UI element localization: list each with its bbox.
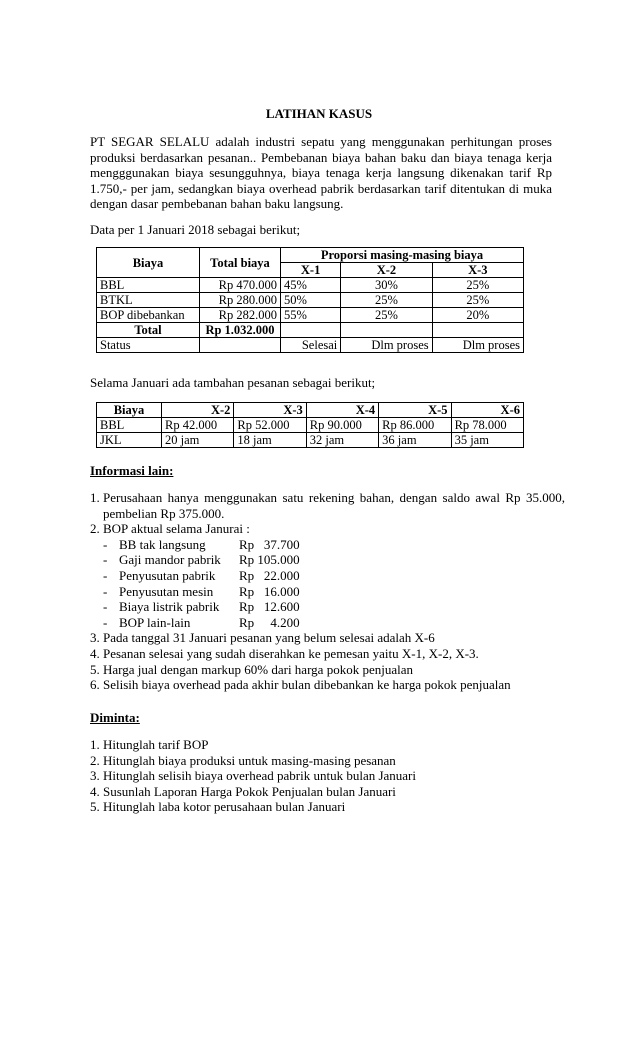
table-row (97, 278, 524, 293)
row-x1: 45% (281, 278, 341, 293)
cell: Rp 86.000 (379, 418, 451, 433)
list-item (103, 768, 565, 784)
initial-cost-table (96, 247, 524, 353)
list-item-text: Pada tanggal 31 Januari pesanan yang belum selesai adalah X-6 (103, 630, 435, 646)
bop-name: Biaya listrik pabrik (119, 599, 220, 615)
status-label: Status (97, 338, 200, 353)
header-x5: X-5 (379, 403, 451, 418)
cell: BBL (97, 418, 162, 433)
bop-name: BB tak langsung (119, 536, 206, 552)
cell: Rp 78.000 (451, 418, 523, 433)
info-list (90, 490, 565, 693)
row-total: Rp 470.000 (200, 278, 281, 293)
intro-paragraph: PT SEGAR SELALU adalah industri sepatu yang menggunakan perhitungan proses produksi berdasarkan pesanan.. Pembebanan biaya bahan baku dan biaya tenaga kerja mengggunakan biaya sesungguhnya, biaya tenaga kerja langsung dikenakan tarif Rp 1.750,- per jam, sedangkan biaya overhead pabrik berdasarkan tarif ditentukan di muka dengan dasar pembebanan bahan baku langsung. (90, 134, 552, 212)
bop-item (103, 584, 565, 600)
header-proporsi: Proporsi masing-masing biaya (281, 248, 524, 263)
cell: 18 jam (234, 433, 306, 448)
row-x2: 25% (341, 308, 432, 323)
bop-value: Rp 16.000 (239, 583, 300, 599)
data-intro-line: Data per 1 Januari 2018 sebagai berikut; (90, 222, 301, 237)
status-x1: Selesai (281, 338, 341, 353)
list-item (103, 677, 565, 693)
document-title: LATIHAN KASUS (265, 106, 373, 121)
total-value: Rp 1.032.000 (200, 323, 281, 338)
header-biaya: Biaya (97, 403, 162, 418)
total-label: Total (97, 323, 200, 338)
row-label: BBL (97, 278, 200, 293)
list-item (103, 737, 565, 753)
header-x4: X-4 (306, 403, 378, 418)
additional-orders-table (96, 402, 524, 448)
cell: JKL (97, 433, 162, 448)
table-row (97, 308, 524, 323)
info-heading: Informasi lain: (90, 463, 174, 478)
table-row (97, 433, 524, 448)
table-row (97, 418, 524, 433)
list-item (103, 521, 565, 630)
list-item (103, 799, 565, 815)
list-item (103, 646, 565, 662)
cell: 20 jam (162, 433, 234, 448)
list-item (103, 490, 565, 521)
bop-name: Gaji mandor pabrik (119, 552, 221, 568)
row-x2: 25% (341, 293, 432, 308)
dash: - (103, 567, 108, 583)
list-item-text: Hitunglah tarif BOP (103, 737, 209, 752)
cell: 32 jam (306, 433, 378, 448)
status-x2: Dlm proses (341, 338, 432, 353)
empty-cell (281, 323, 341, 338)
list-item (103, 753, 565, 769)
list-item-text: Pesanan selesai yang sudah diserahkan ke pemesan yaitu X-1, X-2, X-3. (103, 645, 479, 661)
list-item-text: Harga jual dengan markup 60% dari harga pokok penjualan (103, 661, 413, 677)
status-x3: Dlm proses (432, 338, 523, 353)
list-item-text: Hitunglah laba kotor perusahaan bulan Januari (103, 799, 346, 815)
total-row (97, 323, 524, 338)
bop-item (103, 552, 565, 568)
list-item-text: Susunlah Laporan Harga Pokok Penjualan bulan Januari (103, 783, 396, 799)
empty-cell (432, 323, 523, 338)
list-item-text: Hitunglah biaya produksi untuk masing-masing pesanan (103, 752, 396, 768)
row-x3: 25% (432, 293, 523, 308)
dash: - (103, 536, 108, 552)
diminta-list (90, 737, 565, 815)
bop-value: Rp 105.000 (239, 552, 300, 568)
row-label: BTKL (97, 293, 200, 308)
cell: Rp 90.000 (306, 418, 378, 433)
cell: Rp 52.000 (234, 418, 306, 433)
bop-item (103, 599, 565, 615)
diminta-heading: Diminta: (90, 710, 140, 725)
bop-item (103, 615, 565, 631)
header-x3: X-3 (234, 403, 306, 418)
bop-name: BOP lain-lain (119, 614, 191, 630)
header-total-biaya: Total biaya (200, 248, 281, 278)
list-item-text: Selisih biaya overhead pada akhir bulan dibebankan ke harga pokok penjualan (103, 677, 511, 693)
table-header-row (97, 403, 524, 418)
row-x3: 20% (432, 308, 523, 323)
bop-name: Penyusutan pabrik (119, 567, 216, 583)
bop-name: Penyusutan mesin (119, 583, 214, 599)
row-total: Rp 282.000 (200, 308, 281, 323)
dash: - (103, 552, 108, 568)
dash: - (103, 599, 108, 615)
bop-value: Rp 12.600 (239, 599, 300, 615)
row-x1: 55% (281, 308, 341, 323)
table-header-row (97, 248, 524, 263)
row-x1: 50% (281, 293, 341, 308)
row-label: BOP dibebankan (97, 308, 200, 323)
header-x1: X-1 (281, 263, 341, 278)
row-x3: 25% (432, 278, 523, 293)
bop-value: Rp 37.700 (239, 536, 300, 552)
header-x6: X-6 (451, 403, 523, 418)
bop-value: Rp 22.000 (239, 567, 300, 583)
header-x2: X-2 (341, 263, 432, 278)
dash: - (103, 583, 108, 599)
list-item-text: Hitunglah selisih biaya overhead pabrik untuk bulan Januari (103, 768, 417, 784)
list-item-text: Perusahaan hanya menggunakan satu rekening bahan, dengan saldo awal Rp 35.000, pembelian Rp 375.000. (103, 490, 565, 521)
bop-value: Rp 4.200 (239, 614, 300, 630)
additional-orders-line: Selama Januari ada tambahan pesanan sebagai berikut; (90, 375, 376, 390)
empty-cell (200, 338, 281, 353)
cell: Rp 42.000 (162, 418, 234, 433)
cell: 36 jam (379, 433, 451, 448)
list-item-text: BOP aktual selama Janurai : (103, 521, 250, 537)
bop-list (103, 537, 565, 631)
bop-item (103, 568, 565, 584)
list-item (103, 662, 565, 678)
header-x3: X-3 (432, 263, 523, 278)
list-item (103, 784, 565, 800)
empty-cell (341, 323, 432, 338)
status-row (97, 338, 524, 353)
row-x2: 30% (341, 278, 432, 293)
bop-item (103, 537, 565, 553)
row-total: Rp 280.000 (200, 293, 281, 308)
cell: 35 jam (451, 433, 523, 448)
dash: - (103, 614, 108, 630)
header-biaya: Biaya (97, 248, 200, 278)
table-row (97, 293, 524, 308)
list-item (103, 630, 565, 646)
header-x2: X-2 (162, 403, 234, 418)
